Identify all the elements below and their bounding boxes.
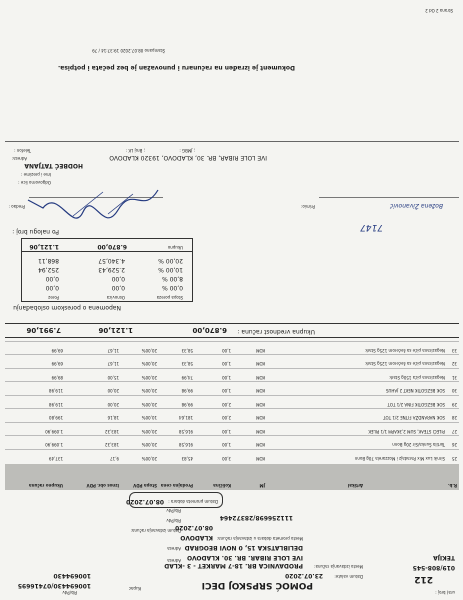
table-cell: 15,00: [107, 375, 119, 380]
totals-grand: 7.991,06: [26, 326, 61, 334]
table-cell: 1,00: [222, 388, 231, 394]
table-cell: 69,99: [51, 348, 63, 353]
valuta-date: 23.07.2020: [285, 572, 323, 579]
issued-label: Predao :: [8, 204, 25, 209]
table-cell: Tortila Šunka/Sir 20g Bonn: [392, 442, 445, 448]
table-cell: 58,33: [181, 348, 193, 353]
supplier-pib-value: 111256698/28372464: [219, 514, 293, 521]
table-row-rule: [5, 368, 459, 369]
table-cell: 29: [451, 402, 457, 407]
table-cell: 2,00: [222, 402, 231, 407]
table-row-rule: [5, 436, 459, 437]
vat-header-rate: Stopa poreza: [156, 295, 183, 300]
table-cell: 27: [451, 429, 457, 434]
vat-summary-cell: 0,00: [111, 284, 125, 291]
vat-header-tax: Porez: [48, 295, 59, 300]
table-cell: 20,00%: [141, 456, 157, 461]
footer-rule: [5, 141, 459, 142]
company-name: POMOĆ SRPSKOJ DECI: [201, 580, 313, 590]
totals-rule: [5, 323, 459, 324]
col-header-total: Ukupno računa: [28, 483, 63, 488]
name-label: Ime i prezime :: [21, 172, 51, 177]
address-label-footer: Adresa:: [11, 156, 27, 161]
delivery-date-value: 08.07.2020: [126, 498, 164, 505]
place-value: KLADOVO: [180, 534, 213, 541]
table-cell: 20,00%: [141, 348, 157, 353]
vat-total-rule: [22, 251, 193, 252]
signature-scribble: [23, 184, 163, 220]
table-cell: 20,00: [107, 388, 119, 394]
table-row-rule: [5, 355, 459, 356]
receipt-number: 7147: [360, 222, 383, 232]
received-label: Primio:: [301, 204, 315, 209]
table-cell: 25: [451, 456, 457, 461]
table-cell: 31: [451, 375, 457, 380]
address-value: IVE LOLE RIBAR. BR. 30. KLADOVO: [186, 554, 303, 561]
table-cell: 45,83: [181, 456, 193, 461]
table-cell: 1.099,90: [45, 442, 63, 448]
raised-value: PRODAVNICA BR. 18-7 MARKET - 3 -KLAD: [164, 562, 303, 569]
table-cell: 1,00: [222, 429, 231, 434]
table-cell: 2,00: [222, 415, 231, 421]
vat-summary-cell: 0,00: [111, 275, 125, 282]
table-cell: 28: [451, 415, 457, 421]
vat-summary-cell: 8,00 %: [162, 275, 183, 282]
table-row-rule: [5, 382, 459, 383]
delivery-date-label: Datum prometa dobara :: [168, 499, 218, 504]
vat-summary-cell: 10,00 %: [158, 266, 183, 273]
legal-note: Dokument je izrađen na računaru i punovažan je bez pečata i potpisa.: [57, 64, 295, 71]
jmbg-label: ; JMBG :: [179, 148, 195, 153]
table-cell: 20,00: [107, 402, 119, 407]
table-cell: 916,58: [179, 442, 193, 448]
table-cell: 18,16: [107, 415, 119, 421]
vat-summary-cell: 2.529,43: [98, 266, 125, 273]
received-line: [319, 197, 459, 198]
table-cell: 183,32: [105, 429, 119, 434]
doc-prefix: ura) broj :: [435, 590, 455, 595]
table-cell: KOM: [255, 456, 265, 461]
col-header-price: Prodajna cena: [160, 483, 193, 488]
col-header-vat-amount: Iznos obr. PDV: [86, 483, 119, 488]
table-cell: Sirnik Lux Mix Paradajz i Mozzarela 70g Bonn: [354, 456, 445, 461]
table-cell: 20,00%: [141, 442, 157, 448]
table-cell: 1,00: [222, 375, 231, 380]
table-cell: 58,33: [181, 361, 193, 367]
table-cell: 33: [451, 348, 457, 353]
vat-summary-cell: 0,00 %: [162, 284, 183, 291]
table-cell: 119,98: [49, 388, 63, 394]
resp-label: Odgovorno lice :: [18, 180, 51, 185]
delivery-date-box: [126, 492, 223, 508]
table-cell: PILEĆI STEAK, SUM 2,3KAPM 1/1 PILEK: [368, 429, 445, 434]
totals-vat: 1.121,06: [98, 326, 133, 334]
pib-label: Pib/Pdv: [62, 590, 77, 595]
vat-header-base: Osnovica: [106, 295, 125, 300]
page-number: Strana 2 Od 2: [425, 8, 453, 13]
table-cell: 69,99: [51, 361, 63, 367]
vat-total-base: 6.870,00: [97, 243, 127, 250]
doc-number: 212: [414, 574, 433, 584]
table-cell: 30: [451, 388, 457, 394]
table-cell: SOK NARANDŽA FITNE 2/1 TOT: [383, 415, 445, 421]
table-cell: KOM: [255, 361, 265, 367]
vat-total-label: Ukupno: [167, 245, 183, 250]
table-cell: 9,17: [110, 456, 119, 461]
issue-date-value: 08.07.2020: [175, 524, 213, 531]
address-label-2: Adresa: [167, 546, 181, 551]
table-cell: 119,98: [49, 402, 63, 407]
table-cell: SOK BEZGOTIK FINA 2/1 TOT: [387, 402, 445, 407]
col-header-qty: Količina: [213, 483, 231, 488]
customer-id: 100694430: [53, 572, 91, 579]
table-cell: KOM: [255, 402, 265, 407]
table-cell: 199,80: [49, 415, 63, 421]
table-cell: 1,00: [222, 361, 231, 367]
account-number: 019/808-545: [412, 564, 455, 571]
table-cell: 1,00: [222, 348, 231, 353]
table-row-rule: [5, 395, 459, 396]
col-header-vat-rate: Stopa PDV: [133, 483, 157, 488]
table-cell: 181,64: [179, 415, 193, 421]
raised-label: Mesto izdavanja računa:: [314, 564, 363, 569]
table-cell: 10,00%: [141, 415, 157, 421]
valuta-label: Datum valute:: [334, 574, 363, 579]
receipt-label: Po nalogu broj :: [12, 228, 59, 235]
person-name: HODBEĆ TATJANA: [24, 162, 83, 169]
table-cell: 916,58: [179, 429, 193, 434]
supplier-pib-label: Pib/Pdv: [166, 518, 181, 523]
table-cell: 137,49: [49, 456, 63, 461]
table-bottom-rule: [5, 337, 459, 338]
table-cell: 1,00: [222, 442, 231, 448]
table-row-rule: [5, 341, 459, 342]
phone-label: Telefon :: [14, 148, 31, 153]
table-cell: 1.099,90: [45, 429, 63, 434]
table-cell: 183,32: [105, 442, 119, 448]
vat-summary-cell: 0,00: [45, 284, 59, 291]
table-row-rule: [5, 422, 459, 423]
table-cell: 99,98: [181, 402, 193, 407]
totals-base: 6.870,00: [192, 326, 227, 334]
print-time: Štampano 08.07.2020 19:37:14 / 79: [92, 48, 165, 53]
table-cell: 20,00%: [141, 388, 157, 394]
table-cell: 3,00: [222, 456, 231, 461]
table-cell: Negazirana pića 150g Stark: [389, 375, 445, 380]
table-cell: KOM: [255, 415, 265, 421]
place-label: Mesto prometa dobara u izdavanja računa:: [216, 536, 303, 541]
table-cell: 99,98: [181, 388, 193, 394]
company-code: TEKIJA: [433, 554, 455, 561]
totals-label: Ukupna vrednost računa :: [237, 328, 315, 335]
table-cell: Negazirana piće sa šećerom 125g Stark: [365, 361, 445, 367]
pib-value: 100694430/07416695: [17, 582, 91, 589]
table-cell: 20,00%: [141, 429, 157, 434]
table-cell: 74,99: [181, 375, 193, 380]
address-label: Adresa: [167, 558, 181, 563]
table-cell: 20,00%: [141, 361, 157, 367]
table-cell: Negazirana piće sa šećerom 125g Stark: [365, 348, 445, 353]
table-cell: KOM: [255, 348, 265, 353]
vat-total-tax: 1.121,06: [29, 243, 59, 250]
table-cell: 26: [451, 442, 457, 448]
vat-summary-cell: 252,94: [38, 266, 59, 273]
vat-summary-cell: 868,11: [38, 257, 59, 264]
pay-label: Pib/Pdv: [166, 508, 181, 513]
col-header-item: Artikal: [347, 483, 363, 488]
table-row-rule: [5, 409, 459, 410]
address-value-footer: IVE LOLE RIBAR, BR. 30, KLADOVO, 19320 KLADOVO: [109, 154, 267, 161]
vat-summary-cell: 20,00 %: [158, 257, 183, 264]
table-cell: 20,00%: [141, 402, 157, 407]
phone-value: ; Broj LK :: [125, 148, 145, 153]
vat-summary-cell: 4.340,57: [98, 257, 125, 264]
table-cell: KOM: [255, 388, 265, 394]
address-value-2: DELIBLATSKA 15, 0 NOVI BEOGRAD: [184, 544, 303, 551]
table-cell: 20,00%: [141, 375, 157, 380]
table-cell: SOK BEZGOTIK NEKT 2 JAHUS: [385, 388, 445, 394]
received-name: Božena Živanović: [389, 202, 443, 209]
vat-summary-cell: 0,00: [45, 275, 59, 282]
table-row-rule: [5, 449, 459, 450]
table-cell: KOM: [255, 375, 265, 380]
table-cell: 89,99: [51, 375, 63, 380]
issue-date-label: Datum izdavanja računa:: [130, 528, 181, 533]
customer-label: Kupac: [128, 586, 141, 591]
table-cell: 11,67: [107, 361, 119, 367]
table-cell: 32: [451, 361, 457, 367]
table-cell: 11,67: [107, 348, 119, 353]
table-header-band: [5, 464, 459, 490]
table-cell: KOM: [255, 429, 265, 434]
exempt-note: Napomena o poreskom oslobađanju: [13, 304, 121, 311]
col-header-unit: JM: [259, 483, 265, 488]
col-header-rb: R.b.: [447, 483, 457, 488]
table-cell: KOM: [255, 442, 265, 448]
